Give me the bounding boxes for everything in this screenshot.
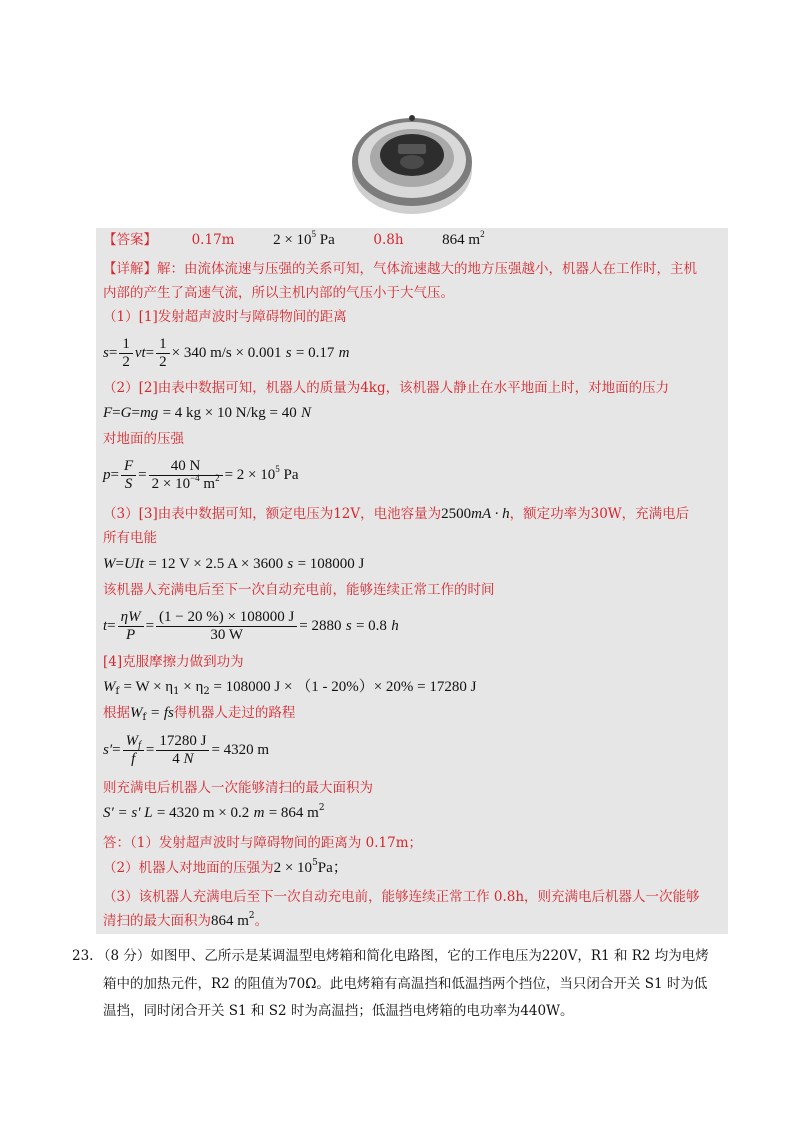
part4-heading: [4]克服摩擦力做到功为 (103, 654, 244, 670)
answer-line (103, 230, 485, 250)
question-23-number: 23. (72, 948, 94, 964)
detail-line-1: 【详解】解：由流体流速与压强的关系可知，气体流速越大的地方压强越小，机器人在工作时，主机 (103, 261, 697, 277)
part1-heading: （1）[1]发射超声波时与障碍物间的距离 (103, 309, 347, 325)
part4-path-formula: s′= $\frac{W_f}{f}$ = $\frac{17280 J}{4 N}$ = 4320 m (103, 733, 270, 767)
part2-pressure-formula: p= $\frac{F}{S}$ = $\frac{40 N}{2 \times 10^{-4} m^2}$ = $2 \times 10^5$ Pa (103, 458, 299, 492)
part3-time-label: 该机器人充满电后至下一次自动充电前，能够连续正常工作的时间 (103, 582, 495, 598)
part2-pressure-label: 对地面的压强 (103, 431, 184, 447)
part1-formula: s= $\frac{1}{2}$ vt= $\frac{1}{2}$ × 340 m/s × 0.001 s = 0.17 m (103, 336, 350, 370)
summary-line-3: （3）该机器人充满电后至下一次自动充电前，能够连续正常工作 0.8h，则充满电后机器人一次能够 (103, 889, 700, 905)
detail-line-2: 内部的产生了高速气流，所以主机内部的气压小于大气压。 (103, 285, 454, 301)
detail-label: 【详解】 (103, 261, 157, 277)
answer-value-1: 0.17m (191, 232, 235, 248)
part3-heading: （3）[3]由表中数据可知，额定电压为12V，电池容量为2500mA · h，额定功率为30W，充满电后 (103, 506, 690, 522)
question-23-line-2: 箱中的加热元件，R2 的阻值为70Ω。此电烤箱有高温挡和低温挡两个挡位，当只闭合开关 S1 时为低 (103, 976, 708, 992)
part3-time-formula: t= $\frac{\eta W}{P}$ = $\frac{(1 - 20 \%) \times 108000 J}{30 W}$ = 2880 s = 0.8 h (103, 609, 399, 643)
summary-line-1: 答：（1）发射超声波时与障碍物间的距离为 0.17m； (103, 835, 422, 851)
question-23-line-1: （8 分）如图甲、乙所示是某调温型电烤箱和简化电路图，它的工作电压为220V，R1 和 R2 均为电烤 (97, 948, 709, 964)
answer-value-3: 0.8h (373, 232, 404, 248)
part4-area-label: 则充满电后机器人一次能够清扫的最大面积为 (103, 780, 373, 796)
robot-vacuum-image (350, 100, 474, 224)
part3-energy-formula: W=UIt = 12 V × 2.5 A × 3600 s = 108000 J (103, 556, 365, 572)
part4-work-formula: $W_f = W \times \eta_1 \times \eta_2 = 108000$ J × （1 - 20%）× 20% = 17280 J (103, 679, 477, 697)
part4-area-formula: S′ = s′ L = 4320 m × 0.2 m = 864 $m^2$ (103, 803, 325, 821)
answer-value-2: $2 \times 10^5$ Pa (273, 229, 335, 248)
summary-line-2: （2）机器人对地面的压强为$2 \times 10^5Pa$； (103, 858, 348, 876)
answer-value-4: 864 $m^2$ (442, 229, 485, 248)
part2-force-formula: F=G=mg = 4 kg × 10 N/kg = 40 N (103, 405, 312, 421)
part4-path-label: 根据$W_f$ = fs得机器人走过的路程 (103, 705, 296, 723)
summary-line-4: 清扫的最大面积为864 $m^2$。 (103, 911, 269, 929)
part2-heading: （2）[2]由表中数据可知，机器人的质量为4kg，该机器人静止在水平地面上时，对地面的压力 (103, 380, 670, 396)
part3-heading-cont: 所有电能 (103, 530, 157, 546)
question-23-line-3: 温挡，同时闭合开关 S1 和 S2 时为高温挡；低温挡电烤箱的电功率为440W。 (103, 1003, 574, 1019)
answer-label: 【答案】 (103, 232, 157, 248)
